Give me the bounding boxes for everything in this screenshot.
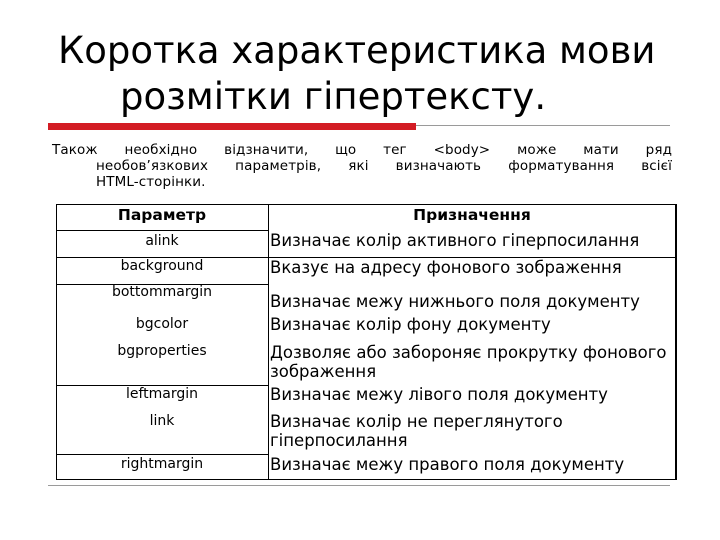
parameters-table [56,204,678,480]
desc-cell: Визначає межу лівого поля документу [270,385,608,404]
table-border-top [56,204,677,205]
param-cell: bgproperties [117,343,207,359]
table-border-bottom [56,479,677,480]
desc-cell: Визначає колір активного гіперпосилання [270,231,640,250]
param-cell: rightmargin [120,456,204,472]
slide-title [58,28,655,120]
param-cell: bottommargin [111,284,212,300]
intro-line-1: Також необхідно відзначити, що тег <body> може мати ряд [52,142,672,158]
bottom-rule [48,485,670,486]
intro-line-3: HTML-сторінки. [96,174,206,190]
header-param: Параметр [117,206,207,224]
intro-line-2: необов’язкових параметрів, які визначають форматування всієї [96,158,672,174]
table-column-divider [268,204,269,480]
desc-cell: Вказує на адресу фонового зображення [270,258,622,277]
intro-paragraph [52,142,672,190]
desc-cell: Визначає межу нижнього поля документу [270,292,640,311]
desc-cell: Дозволяє або забороняє прокрутку фонового зображення [270,343,667,381]
desc-cell: Визначає межу правого поля документу [270,455,625,474]
desc-cell: Визначає колір не переглянутого гіперпосилання [270,412,563,450]
desc-cell: Визначає колір фону документу [270,315,551,334]
param-cell: alink [145,233,179,249]
title-underline-red [48,123,416,130]
table-row-line [56,454,268,455]
table-border-right [675,204,677,480]
param-cell: leftmargin [125,386,199,402]
param-cell: bgcolor [135,316,189,332]
title-line-2: розмітки гіпертексту. [120,75,547,118]
param-cell: link [149,413,175,429]
header-desc: Призначення [413,206,531,224]
table-row-line [56,230,268,231]
title-line-1: Коротка характеристика мови [58,29,656,72]
param-cell: background [120,258,204,274]
